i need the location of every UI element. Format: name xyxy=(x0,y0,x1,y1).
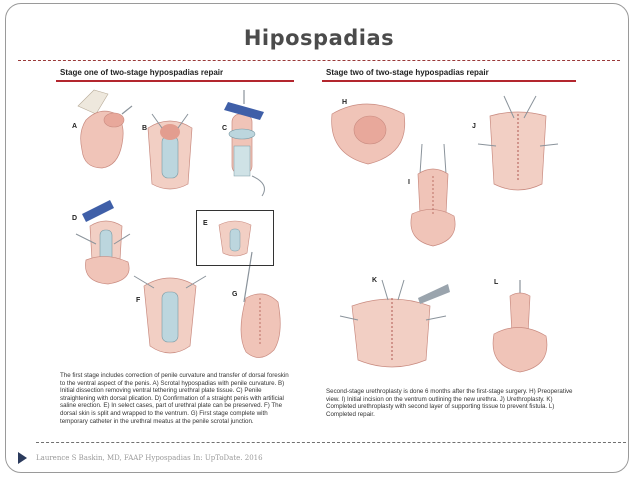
figure-label-d: D xyxy=(72,215,78,222)
figure-label-k: K xyxy=(372,277,378,284)
figure-e xyxy=(197,211,273,265)
top-divider xyxy=(18,60,620,61)
left-panel-rule xyxy=(56,80,294,82)
figure-b xyxy=(142,114,192,189)
left-panel-heading: Stage one of two-stage hypospadias repair xyxy=(60,68,224,77)
figure-e-inset xyxy=(196,210,274,266)
figure-h xyxy=(332,99,405,164)
bottom-divider xyxy=(36,442,626,443)
figure-c xyxy=(222,90,264,196)
figure-label-h: H xyxy=(342,99,348,106)
figure-g xyxy=(232,252,280,358)
figure-label-l: L xyxy=(494,279,499,286)
figure-label-f: F xyxy=(136,297,141,304)
figure-label-a: A xyxy=(72,123,78,130)
figure-d xyxy=(72,200,130,284)
figure-a xyxy=(72,90,132,168)
left-panel-caption: The first stage includes correction of penile curvature and transfer of dorsal foreskin to the ventral aspect of the penis. A) Scrotal hypospadias with penile curvature. B) Initial dissection removing ventral tethering urethral plate tissue. C) Penile straightening with dorsal plication. D) Confirmation of a straight penis with artificial saline erection. E) In select cases, part of urethral plate can be preserved. F) The dorsal skin is split and wrapped to the ventrum. G) First stage complete with temporary catheter in the urethral meatus at the penile scrotal junction. xyxy=(60,372,289,425)
right-panel-heading: Stage two of two-stage hypospadias repair xyxy=(326,68,489,77)
figure-label-e: E xyxy=(203,220,208,227)
play-icon[interactable] xyxy=(18,452,27,464)
figure-f xyxy=(130,266,210,366)
right-panel-caption: Second-stage urethroplasty is done 6 months after the first-stage surgery. H) Preoperative view. I) Initial incision on the ventrum outlining the new urethra. J) Urethroplasty. K) Completed urethroplasty with second layer of supporting tissue to prevent fistula. L) Completed repair. xyxy=(326,388,573,418)
figure-l xyxy=(493,279,547,372)
stage-two-illustrations xyxy=(322,84,578,384)
figure-k xyxy=(340,277,450,367)
figure-label-g: G xyxy=(232,291,238,298)
figure-label-i: I xyxy=(408,179,410,186)
figure-label-c: C xyxy=(222,125,228,132)
figure-j xyxy=(472,96,558,190)
figure-label-b: B xyxy=(142,125,148,132)
figure-i xyxy=(408,144,455,246)
slide-title: Hipospadias xyxy=(243,26,395,50)
slide-footer-citation: Laurence S Baskin, MD, FAAP Hypospadias In: UpToDate. 2016 xyxy=(36,454,263,462)
right-panel-rule xyxy=(322,80,576,82)
figure-label-j: J xyxy=(472,123,476,130)
